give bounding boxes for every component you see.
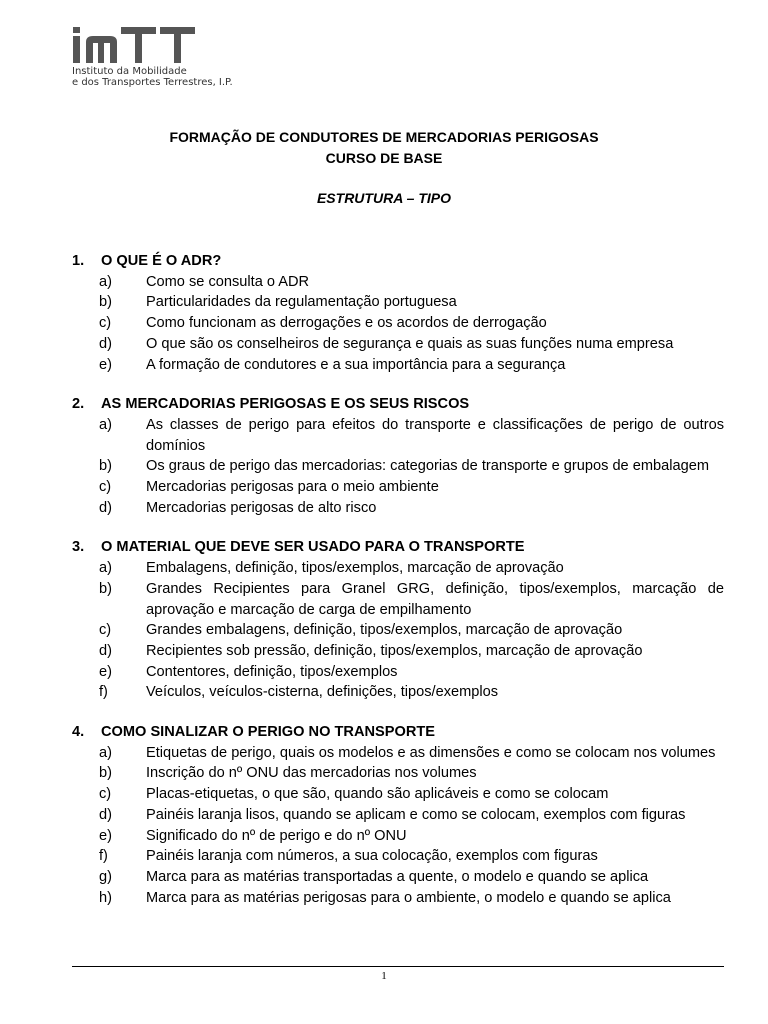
item-letter: d) (99, 335, 112, 352)
item-letter: d) (99, 806, 112, 823)
item-text: Embalagens, definição, tipos/exemplos, marcação de aprovação (146, 560, 564, 577)
item-letter: e) (99, 827, 112, 844)
section-title: AS MERCADORIAS PERIGOSAS E OS SEUS RISCOS (101, 396, 470, 413)
section-3 (72, 537, 724, 703)
section-title: O QUE É O ADR? (101, 253, 222, 269)
document-course: CURSO DE BASE (325, 150, 443, 166)
item-letter: c) (99, 479, 112, 496)
logo-text-line1: Instituto da Mobilidade (72, 66, 187, 77)
list-item (72, 867, 724, 888)
section-title: O MATERIAL QUE DEVE SER USADO PARA O TRANSPORTE (101, 539, 525, 556)
list-item (72, 662, 724, 683)
list-item (72, 641, 724, 662)
item-text: O que são os conselheiros de segurança e quais as suas funções numa empresa (146, 335, 674, 352)
item-letter: c) (99, 622, 112, 639)
section-4 (72, 722, 724, 908)
list-item (72, 888, 724, 909)
list-item (72, 763, 724, 784)
list-item (72, 498, 724, 519)
item-text: Placas-etiquetas, o que são, quando são aplicáveis e como se colocam (146, 786, 609, 803)
list-item (72, 579, 724, 620)
section-number: 3. (72, 539, 85, 556)
list-item (72, 784, 724, 805)
document-header (0, 127, 768, 208)
item-letter: d) (99, 642, 112, 659)
section-heading (72, 722, 724, 743)
item-letter: b) (99, 294, 112, 311)
item-text: Grandes embalagens, definição, tipos/exemplos, marcação de aprovação (146, 622, 623, 639)
item-text: Recipientes sob pressão, definição, tipos/exemplos, marcação de aprovação (146, 642, 643, 659)
item-text: Inscrição do nº ONU das mercadorias nos volumes (146, 765, 477, 782)
item-text: Marca para as matérias transportadas a quente, o modelo e quando se aplica (146, 868, 649, 885)
item-text: Mercadorias perigosas de alto risco (146, 499, 377, 516)
item-letter: h) (99, 889, 112, 906)
item-letter: b) (99, 765, 112, 782)
item-letter: d) (99, 499, 112, 516)
item-text: Como se consulta o ADR (146, 273, 310, 290)
imtt-logo (72, 26, 233, 88)
section-1 (72, 251, 724, 375)
item-text: Painéis laranja lisos, quando se aplicam e como se colocam, exemplos com figuras (146, 806, 686, 823)
item-letter: g) (99, 868, 112, 885)
item-letter: f) (99, 684, 108, 701)
item-text: Contentores, definição, tipos/exemplos (146, 663, 398, 680)
section-number: 4. (72, 724, 85, 741)
list-item (72, 355, 724, 376)
item-text: Os graus de perigo das mercadorias: categorias de transporte e grupos de embalagem (146, 458, 709, 475)
section-2 (72, 394, 724, 518)
item-letter: b) (99, 458, 112, 475)
item-letter: e) (99, 356, 112, 373)
document-body (72, 251, 724, 927)
item-letter: a) (99, 744, 112, 761)
item-letter: a) (99, 416, 112, 433)
item-text: Mercadorias perigosas para o meio ambiente (146, 479, 439, 496)
logo-text (72, 66, 233, 88)
item-letter: c) (99, 315, 112, 332)
list-item (72, 805, 724, 826)
imtt-logo-mark (72, 26, 198, 64)
document-title: FORMAÇÃO DE CONDUTORES DE MERCADORIAS PERIGOSAS (169, 129, 599, 145)
item-text: Marca para as matérias perigosas para o ambiente, o modelo e quando se aplica (146, 889, 671, 906)
list-item (72, 558, 724, 579)
list-item (72, 415, 724, 456)
item-text: Grandes Recipientes para Granel GRG, definição, tipos/exemplos, marcação de aprovação e marcação de carga de empilhamento (146, 580, 724, 618)
item-letter: c) (99, 786, 112, 803)
logo-text-line2: e dos Transportes Terrestres, I.P. (72, 77, 233, 88)
item-text: Veículos, veículos-cisterna, definições, tipos/exemplos (146, 684, 499, 701)
list-item (72, 743, 724, 764)
document-subtitle: ESTRUTURA – TIPO (316, 190, 452, 206)
list-item (72, 620, 724, 641)
list-item (72, 826, 724, 847)
list-item (72, 272, 724, 293)
item-letter: b) (99, 580, 112, 597)
item-letter: e) (99, 663, 112, 680)
page-number: 1 (381, 970, 387, 982)
section-heading (72, 537, 724, 558)
item-letter: a) (99, 273, 112, 290)
item-text: Significado do nº de perigo e do nº ONU (146, 827, 407, 844)
footer-divider (72, 966, 724, 967)
section-number: 1. (72, 253, 85, 269)
item-text: Etiquetas de perigo, quais os modelos e as dimensões e como se colocam nos volumes (146, 744, 716, 761)
list-item (72, 313, 724, 334)
item-text: As classes de perigo para efeitos do transporte e classificações de perigo de outros domínios (146, 416, 724, 454)
item-text: Painéis laranja com números, a sua colocação, exemplos com figuras (146, 848, 598, 865)
list-item (72, 477, 724, 498)
section-heading (72, 251, 724, 272)
list-item (72, 334, 724, 355)
item-text: Particularidades da regulamentação portuguesa (146, 294, 457, 311)
section-heading (72, 394, 724, 415)
item-text: Como funcionam as derrogações e os acordos de derrogação (146, 315, 547, 332)
item-letter: a) (99, 560, 112, 577)
list-item (72, 682, 724, 703)
list-item (72, 292, 724, 313)
section-title: COMO SINALIZAR O PERIGO NO TRANSPORTE (101, 724, 436, 741)
list-item (72, 456, 724, 477)
item-letter: f) (99, 848, 108, 865)
list-item (72, 846, 724, 867)
section-number: 2. (72, 396, 85, 413)
item-text: A formação de condutores e a sua importância para a segurança (146, 356, 566, 373)
